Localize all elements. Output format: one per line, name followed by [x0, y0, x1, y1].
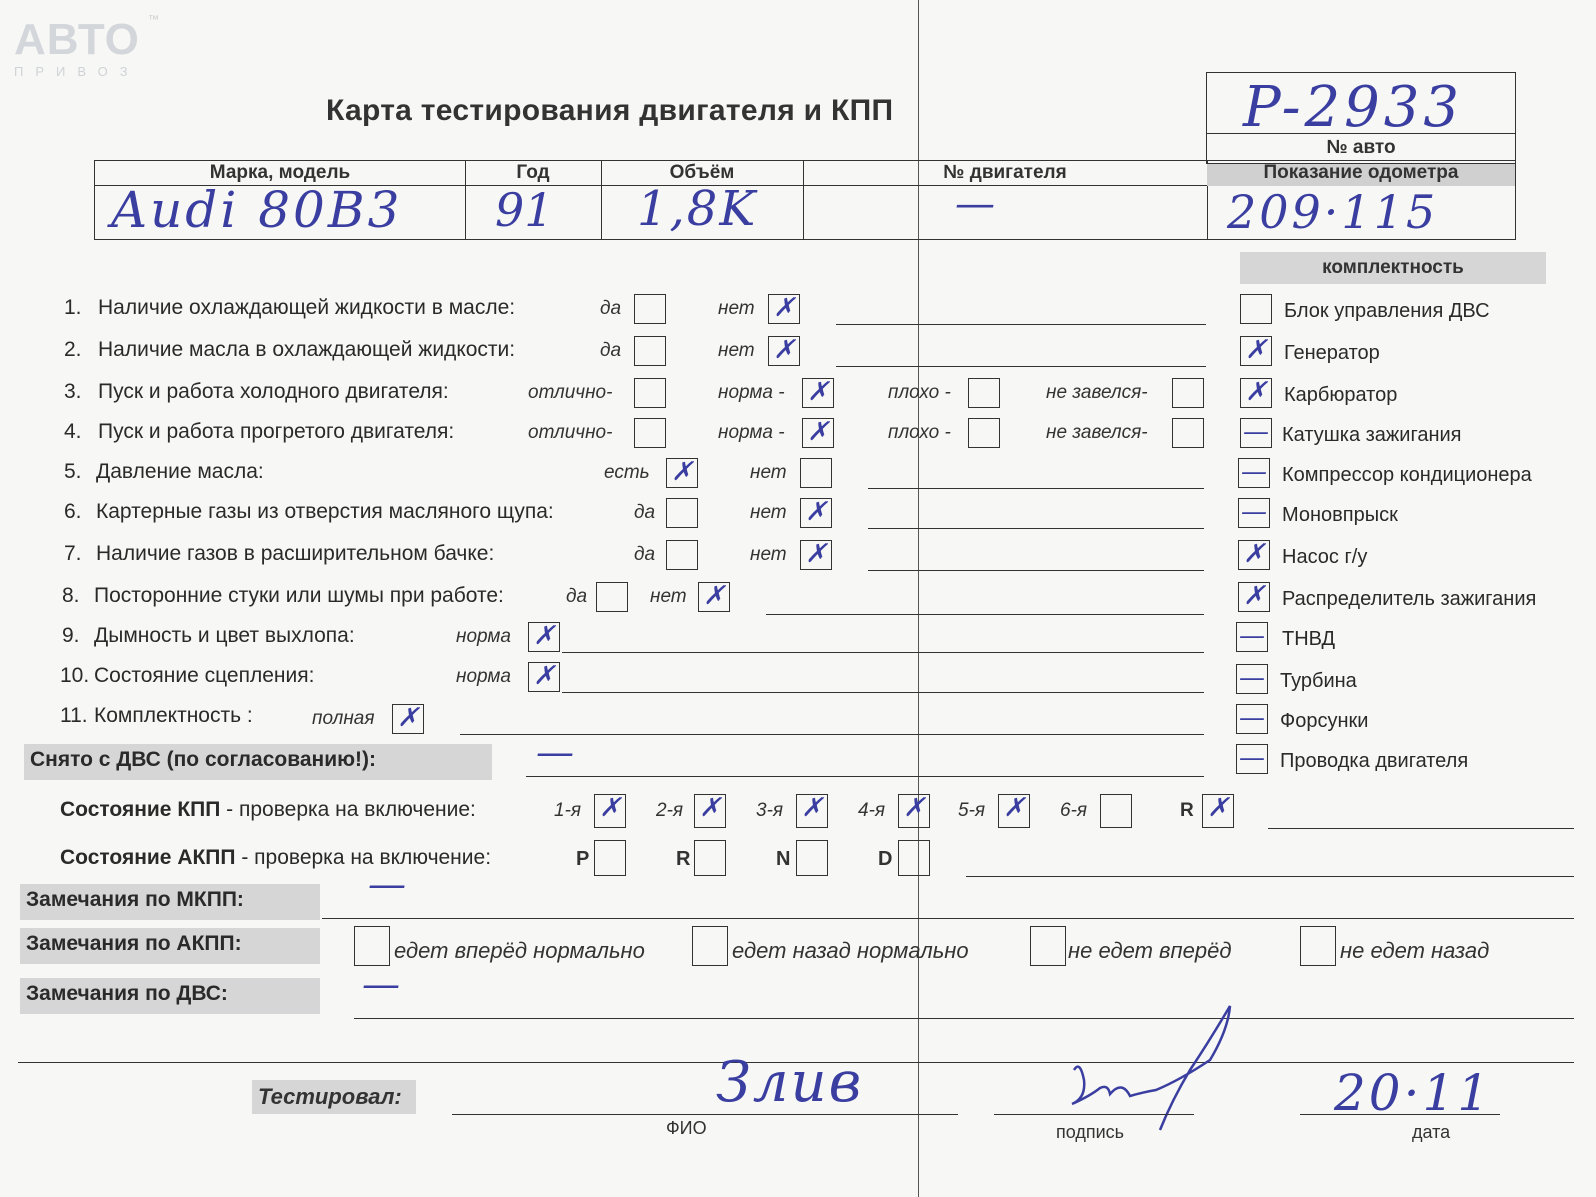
q6-opt1: да	[634, 502, 656, 523]
stock-number: P-2933	[1243, 75, 1464, 140]
kit-box-1[interactable]: ✗	[1240, 336, 1272, 366]
akpp-opt2-label: едет назад нормально	[732, 938, 969, 963]
dvs-remarks-value: —	[362, 962, 400, 1006]
removed-value: —	[536, 730, 574, 774]
mkpp-remarks-value: —	[368, 862, 406, 906]
kit-box-6[interactable]: ✗	[1238, 540, 1270, 570]
q8-box2[interactable]: ✗	[698, 582, 730, 612]
model-value: Audi 80B3	[111, 181, 403, 239]
kit-label-9: Турбина	[1280, 670, 1357, 692]
kit-label-2: Карбюратор	[1284, 384, 1398, 406]
q11-number: 11.	[60, 704, 88, 727]
q8-opt2: нет	[650, 586, 687, 607]
q4-number: 4.	[64, 420, 82, 443]
akpp-opt1-box[interactable]	[354, 926, 390, 966]
fio-label: ФИО	[666, 1118, 707, 1138]
gear-r-label: R	[1180, 800, 1194, 821]
model-label: Марка, модель	[209, 162, 351, 183]
kit-title: комплектность	[1322, 257, 1464, 278]
q3-opt4: не завелся-	[1046, 382, 1148, 403]
q11-box1[interactable]: ✗	[392, 704, 424, 734]
gear-2-box[interactable]: ✗	[694, 794, 726, 828]
q7-line	[868, 570, 1204, 571]
kit-label-4: Компрессор кондиционера	[1282, 464, 1532, 486]
q8-text: Посторонние стуки или шумы при работе:	[94, 584, 504, 607]
q4-box4[interactable]	[1172, 418, 1204, 448]
mode-n-box[interactable]	[796, 840, 828, 876]
q1-box2[interactable]: ✗	[768, 294, 800, 324]
akpp-opt1-label: едет вперёд нормально	[394, 938, 645, 963]
page-title: Карта тестирования двигателя и КПП	[326, 94, 894, 127]
kit-label-10: Форсунки	[1280, 710, 1369, 732]
q1-opt1: да	[600, 298, 622, 319]
q5-line	[868, 488, 1204, 489]
q3-box4[interactable]	[1172, 378, 1204, 408]
logo-tm: ™	[148, 14, 159, 26]
engine-label: № двигателя	[943, 162, 1067, 183]
q4-opt2: норма -	[718, 422, 785, 443]
date-line	[1300, 1114, 1500, 1115]
q2-box2[interactable]: ✗	[768, 336, 800, 366]
q11-opt1: полная	[312, 708, 375, 729]
kit-box-9[interactable]: —	[1236, 664, 1268, 694]
q7-number: 7.	[64, 542, 82, 565]
dvs-remarks-line	[354, 1018, 1574, 1019]
header-table	[94, 160, 1516, 240]
q3-box1[interactable]	[634, 378, 666, 408]
kit-label-0: Блок управления ДВС	[1284, 300, 1490, 322]
q3-text: Пуск и работа холодного двигателя:	[98, 380, 449, 403]
kit-label-1: Генератор	[1284, 342, 1380, 364]
q3-opt3: плохо -	[888, 382, 951, 403]
kpp-label: Состояние КПП - проверка на включение:	[60, 798, 476, 821]
q8-box1[interactable]	[596, 582, 628, 612]
q2-text: Наличие масла в охлаждающей жидкости:	[98, 338, 516, 361]
removed-line	[526, 776, 1204, 777]
q4-box3[interactable]	[968, 418, 1000, 448]
stock-box	[1206, 72, 1516, 164]
year-value: 91	[495, 183, 554, 237]
q10-opt1: норма	[456, 666, 511, 687]
logo-sub: ПРИВОЗ	[14, 64, 140, 79]
q2-opt2: нет	[718, 340, 755, 361]
sign-line	[994, 1114, 1194, 1115]
volume-value: 1,8K	[637, 181, 758, 237]
q4-opt1: отлично-	[528, 422, 613, 443]
kit-label-11: Проводка двигателя	[1280, 750, 1469, 772]
q1-number: 1.	[64, 296, 82, 319]
mode-p-label: P	[576, 848, 590, 870]
akpp-line	[966, 876, 1574, 877]
kit-box-8[interactable]: —	[1236, 622, 1268, 652]
date-label: дата	[1412, 1122, 1451, 1142]
mode-d-box[interactable]	[898, 840, 930, 876]
fio-line	[452, 1114, 958, 1115]
q1-text: Наличие охлаждающей жидкости в масле:	[98, 296, 516, 319]
q9-box1[interactable]: ✗	[528, 622, 560, 652]
q8-number: 8.	[62, 584, 80, 607]
q7-box1[interactable]	[666, 540, 698, 570]
gear-r-box[interactable]: ✗	[1202, 794, 1234, 828]
q10-number: 10.	[60, 664, 90, 687]
gear-3-label: 3-я	[756, 800, 784, 821]
q1-box1[interactable]	[634, 294, 666, 324]
mode-r-box[interactable]	[694, 840, 726, 876]
akpp-opt4-label: не едет назад	[1340, 938, 1490, 963]
q2-box1[interactable]	[634, 336, 666, 366]
q4-box2[interactable]: ✗	[802, 418, 834, 448]
odometer-value: 209·115	[1227, 185, 1439, 239]
q5-text: Давление масла:	[96, 460, 264, 483]
q5-box2[interactable]	[800, 458, 832, 488]
mkpp-remarks-line	[322, 918, 1574, 919]
volume-label: Объём	[669, 162, 735, 183]
q2-line	[836, 366, 1206, 367]
kit-box-11[interactable]: —	[1236, 744, 1268, 774]
akpp-label: Состояние АКПП - проверка на включение:	[60, 846, 492, 869]
q10-line	[562, 692, 1204, 693]
gear-1-box[interactable]: ✗	[594, 794, 626, 828]
gear-6-box[interactable]	[1100, 794, 1132, 828]
akpp-remarks-label: Замечания по АКПП:	[20, 928, 320, 964]
kit-label-3: Катушка зажигания	[1282, 424, 1462, 446]
gear-1-label: 1-я	[554, 800, 582, 821]
fio-value: Злив	[716, 1050, 864, 1115]
akpp-opt4-box[interactable]	[1300, 926, 1336, 966]
gear-2-label: 2-я	[656, 800, 684, 821]
gear-3-box[interactable]: ✗	[796, 794, 828, 828]
q2-number: 2.	[64, 338, 82, 361]
kit-label-8: ТНВД	[1282, 628, 1336, 650]
q5-opt2: нет	[750, 462, 787, 483]
q3-box3[interactable]	[968, 378, 1000, 408]
kit-header	[1240, 252, 1546, 284]
gear-4-label: 4-я	[858, 800, 886, 821]
q11-text: Комплектность :	[94, 704, 253, 727]
q3-number: 3.	[64, 380, 82, 403]
q5-box1[interactable]: ✗	[666, 458, 698, 488]
q1-opt2: нет	[718, 298, 755, 319]
kit-box-2[interactable]: ✗	[1240, 378, 1272, 408]
q5-number: 5.	[64, 460, 82, 483]
gear-4-box[interactable]: ✗	[898, 794, 930, 828]
q8-opt1: да	[566, 586, 588, 607]
q8-line	[766, 614, 1204, 615]
mkpp-remarks-label: Замечания по МКПП:	[20, 884, 320, 920]
mode-d-label: D	[878, 848, 893, 870]
gear-5-box[interactable]: ✗	[998, 794, 1030, 828]
q7-text: Наличие газов в расширительном бачке:	[96, 542, 495, 565]
mode-n-label: N	[776, 848, 791, 870]
q9-line	[562, 652, 1204, 653]
gear-5-label: 5-я	[958, 800, 986, 821]
kit-label-6: Насос г/у	[1282, 546, 1368, 568]
kpp-line	[1268, 828, 1574, 829]
q9-number: 9.	[62, 624, 80, 647]
q10-text: Состояние сцепления:	[94, 664, 315, 687]
mode-r-label: R	[676, 848, 691, 870]
q1-line	[836, 324, 1206, 325]
date-value: 20·11	[1334, 1064, 1493, 1122]
q6-number: 6.	[64, 500, 82, 523]
kit-box-10[interactable]: —	[1236, 704, 1268, 734]
engine-value: —	[955, 181, 995, 227]
q6-opt2: нет	[750, 502, 787, 523]
kit-box-3[interactable]: —	[1240, 418, 1272, 448]
logo-main: АВТО	[14, 15, 140, 64]
akpp-opt3-label: не едет вперёд	[1068, 938, 1232, 963]
stock-label: № авто	[1326, 137, 1396, 158]
q4-opt3: плохо -	[888, 422, 951, 443]
kit-label-5: Моновпрыск	[1282, 504, 1398, 526]
logo	[14, 15, 140, 79]
kit-box-7[interactable]: ✗	[1238, 582, 1270, 612]
odometer-label: Показание одометра	[1263, 162, 1459, 183]
q7-opt1: да	[634, 544, 656, 565]
q7-box2[interactable]: ✗	[800, 540, 832, 570]
gear-6-label: 6-я	[1060, 800, 1088, 821]
q3-box2[interactable]: ✗	[802, 378, 834, 408]
dvs-remarks-label: Замечания по ДВС:	[20, 978, 320, 1014]
sign-label: подпись	[1056, 1122, 1125, 1142]
q6-box1[interactable]	[666, 498, 698, 528]
akpp-opt3-box[interactable]	[1030, 926, 1066, 966]
q6-text: Картерные газы из отверстия масляного щупа:	[96, 500, 554, 523]
q7-opt2: нет	[750, 544, 787, 565]
q4-box1[interactable]	[634, 418, 666, 448]
q3-opt1: отлично-	[528, 382, 613, 403]
q9-text: Дымность и цвет выхлопа:	[94, 624, 355, 647]
year-label: Год	[516, 162, 550, 183]
kit-box-4[interactable]: —	[1238, 458, 1270, 488]
q10-box1[interactable]: ✗	[528, 662, 560, 692]
q6-box2[interactable]: ✗	[800, 498, 832, 528]
q4-opt4: не завелся-	[1046, 422, 1148, 443]
akpp-opt2-box[interactable]	[692, 926, 728, 966]
q3-opt2: норма -	[718, 382, 785, 403]
q4-text: Пуск и работа прогретого двигателя:	[98, 420, 455, 443]
removed-label: Снято с ДВС (по согласованию!):	[24, 744, 492, 780]
kit-label-7: Распределитель зажигания	[1282, 588, 1537, 610]
q6-line	[868, 528, 1204, 529]
tested-label: Тестировал:	[258, 1084, 402, 1109]
kit-box-5[interactable]: —	[1238, 498, 1270, 528]
tested-label-bg	[252, 1080, 416, 1114]
kit-box-0[interactable]	[1240, 294, 1272, 324]
q5-opt1: есть	[604, 462, 650, 483]
q2-opt1: да	[600, 340, 622, 361]
q9-opt1: норма	[456, 626, 511, 647]
mode-p-box[interactable]	[594, 840, 626, 876]
